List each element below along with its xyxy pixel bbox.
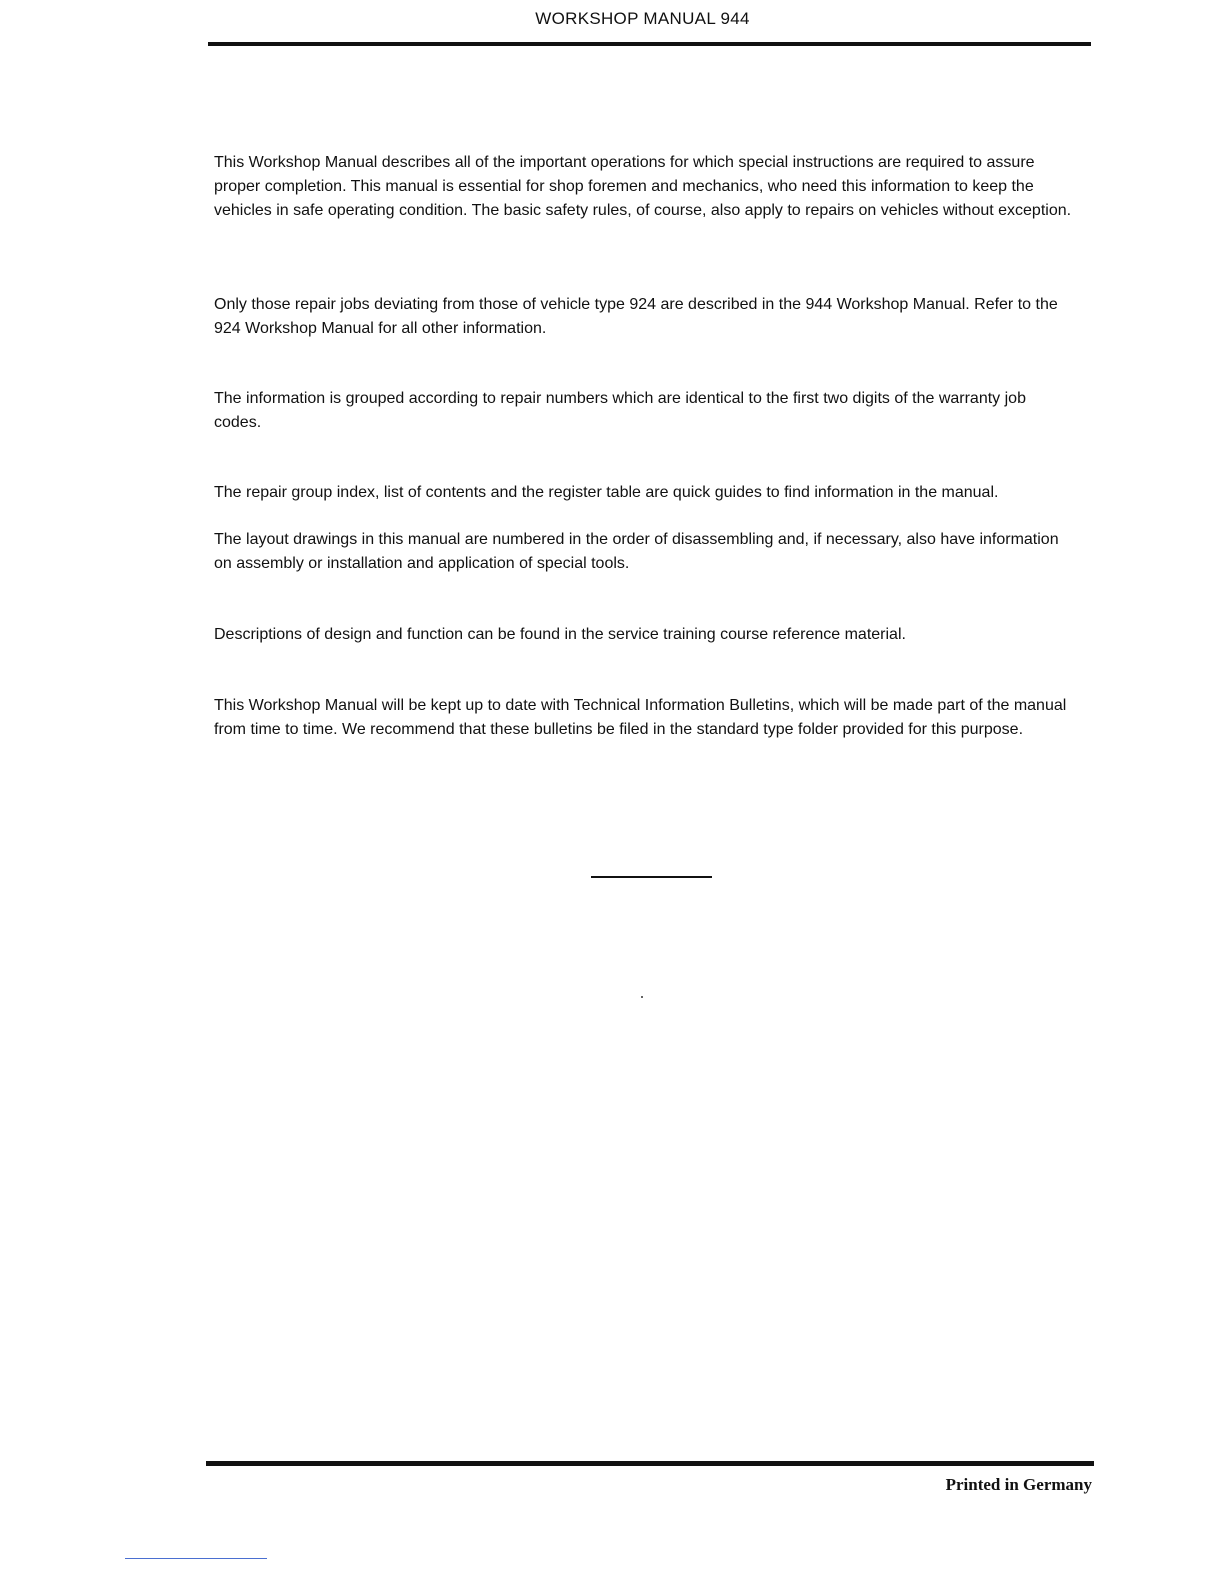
intro-paragraph: This Workshop Manual describes all of the important operations for which special instructions are required to assure proper completion. This manual is essential for shop foremen and mechanics, who need this information to keep the vehicles in safe operating condition. The basic safety rules, of course, also apply to repairs on vehicles without exception. (214, 154, 1072, 219)
printed-in-note: Printed in Germany (945, 1475, 1092, 1494)
link-underline (125, 1558, 267, 1559)
scope-paragraph: Only those repair jobs deviating from those of vehicle type 924 are described in the 944 Workshop Manual. Refer to the 924 Workshop Manual for all other information. (214, 296, 1058, 337)
header-rule (208, 42, 1091, 46)
layout-drawings-paragraph: The layout drawings in this manual are numbered in the order of disassembling and, if necessary, also have information on assembly or installation and application of special tools. (214, 531, 1059, 572)
bulletins-paragraph: This Workshop Manual will be kept up to date with Technical Information Bulletins, which will be made part of the manual from time to time. We recommend that these bulletins be filed in the standard type folder provided for this purpose. (214, 697, 1067, 738)
page-header-title: WORKSHOP MANUAL 944 (535, 9, 750, 28)
footer-rule (206, 1461, 1094, 1466)
design-function-paragraph: Descriptions of design and function can be found in the service training course reference material. (214, 626, 906, 643)
index-paragraph: The repair group index, list of contents and the register table are quick guides to find information in the manual. (214, 484, 999, 501)
stray-mark (641, 996, 643, 998)
section-divider (591, 876, 712, 878)
grouping-paragraph: The information is grouped according to repair numbers which are identical to the first two digits of the warranty job codes. (214, 390, 1026, 431)
